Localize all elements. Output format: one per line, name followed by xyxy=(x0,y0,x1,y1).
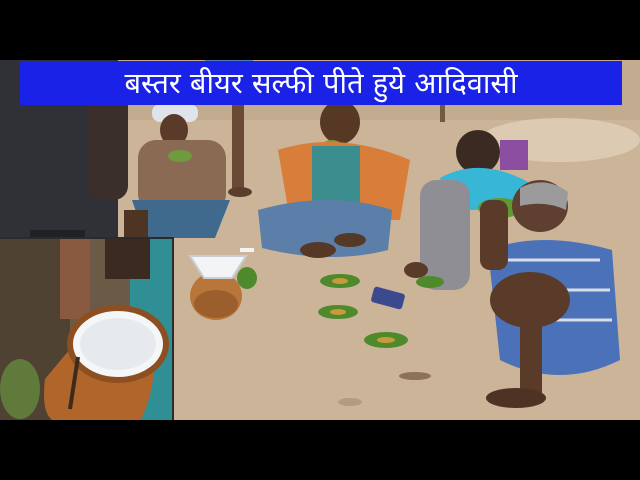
ground-stain xyxy=(338,398,362,406)
salfi-pot-closeup xyxy=(0,239,174,420)
video-title-banner: बस्तर बीयर सल्फी पीते हुये आदिवासी xyxy=(20,61,622,105)
inset-photo-salfi-pot xyxy=(0,237,174,420)
ground-stain xyxy=(399,372,431,380)
